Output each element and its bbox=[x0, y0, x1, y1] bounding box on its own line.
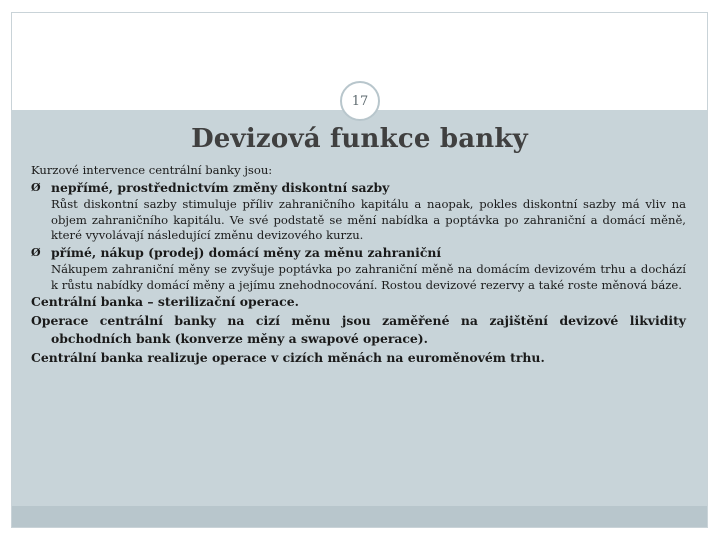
slide-title: Devizová funkce banky bbox=[191, 124, 528, 154]
paragraph-liquidity: Operace centrální banky na cizí měnu jsou zaměřené na zajištění devizové likvidity obchodních bank (konverze měny a swapové operace). bbox=[31, 312, 686, 346]
paragraph-sterilization: Centrální banka – sterilizační operace. bbox=[31, 294, 299, 309]
bullet-description: Růst diskontní sazby stimuluje příliv zahraničního kapitálu a naopak, pokles diskontní sazby má vliv na objem zahraničního kapitálu. Ve své podstatě se mění nabídka a poptávka po zahraniční a domácí měně, které vyvolávají následující změnu devizového kurzu. bbox=[51, 197, 686, 242]
page-number: 17 bbox=[351, 93, 369, 109]
bullet-indirect bbox=[31, 179, 686, 198]
slide-footer-band bbox=[12, 506, 707, 527]
bullet-description: Nákupem zahraniční měny se zvyšuje poptávka po zahraniční měně na domácím devizovém trhu a dochází k růstu nabídky domácí měny a jejímu znehodnocování. Rostou devizové rezervy a také roste měnová báze. bbox=[51, 262, 686, 292]
paragraph-euromarket: Centrální banka realizuje operace v cizích měnách na euroměnovém trhu. bbox=[31, 349, 545, 365]
slide-body bbox=[31, 163, 686, 367]
bullet-arrow-icon: Ø bbox=[31, 245, 41, 259]
bullet-heading: nepřímé, prostřednictvím změny diskontní sazby bbox=[51, 179, 390, 195]
page-number-badge bbox=[340, 81, 380, 121]
bullet-heading: přímé, nákup (prodej) domácí měny za měnu zahraniční bbox=[51, 244, 442, 260]
bullet-arrow-icon: Ø bbox=[31, 180, 41, 194]
intro-text: Kurzové intervence centrální banky jsou: bbox=[31, 163, 273, 177]
bullet-direct bbox=[31, 244, 686, 263]
